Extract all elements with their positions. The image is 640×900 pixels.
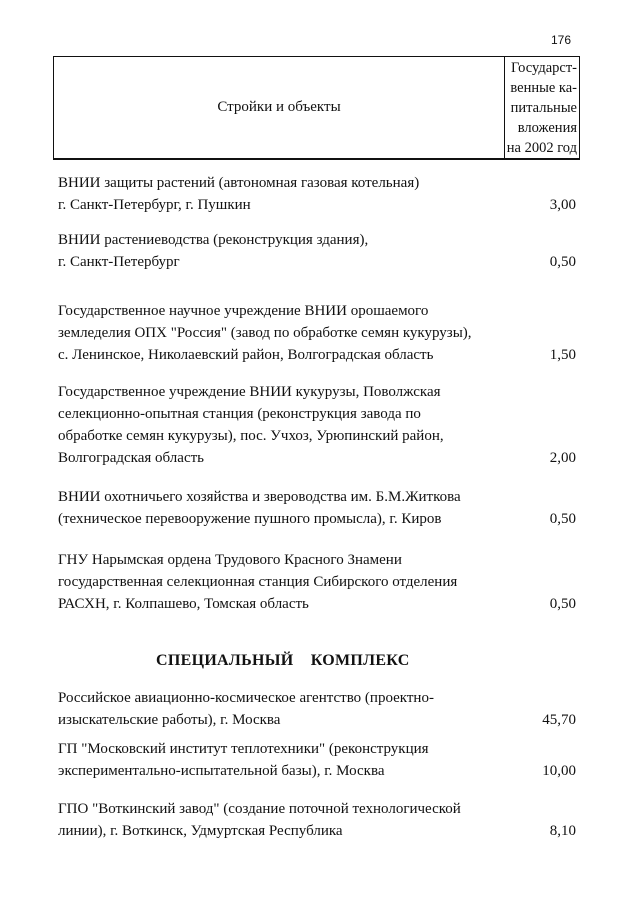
entry-description: [58, 798, 576, 842]
entry-line: земледелия ОПХ "Россия" (завод по обработке семян кукурузы),: [58, 325, 472, 341]
entry-value: 10,00: [542, 763, 576, 779]
list-item: [58, 300, 576, 366]
entry-line: ВНИИ растениеводства (реконструкция здания),: [58, 232, 369, 248]
entry-description: [58, 300, 576, 366]
list-item: [58, 381, 576, 469]
entry-line: линии), г. Воткинск, Удмуртская Республика: [58, 823, 343, 839]
list-item: [58, 549, 576, 615]
entry-value: 0,50: [549, 254, 576, 270]
list-item: [58, 798, 576, 842]
entry-line: изыскательские работы), г. Москва: [58, 712, 281, 728]
entry-line: Волгоградская область: [58, 450, 204, 466]
list-item: [58, 486, 576, 530]
entry-line: ГПО "Воткинский завод" (создание поточной технологической: [58, 801, 461, 817]
entry-line: ГНУ Нарымская ордена Трудового Красного Знамени: [58, 552, 402, 568]
entry-line: Российское авиационно-космическое агентство (проектно-: [58, 690, 434, 706]
header-objects-column: Стройки и объекты: [217, 99, 341, 115]
entry-line: экспериментально-испытательной базы), г. Москва: [58, 763, 385, 779]
entry-line: РАСХН, г. Колпашево, Томская область: [58, 596, 309, 612]
entry-description: [58, 486, 576, 530]
entry-line: с. Ленинское, Николаевский район, Волгоградская область: [58, 347, 434, 363]
entry-description: [58, 738, 576, 782]
entry-line: государственная селекционная станция Сибирского отделения: [58, 574, 458, 590]
header-investment-line: на 2002 год: [506, 140, 577, 156]
header-investment-line: Государст-: [511, 60, 577, 76]
list-item: [58, 229, 576, 273]
entry-description: [58, 381, 576, 469]
entry-line: г. Санкт-Петербург: [58, 254, 180, 270]
section-heading: СПЕЦИАЛЬНЫЙ КОМПЛЕКС: [156, 652, 410, 669]
entry-description: [58, 549, 576, 615]
entry-description: [58, 172, 576, 216]
entry-line: ГП "Московский институт теплотехники" (реконструкция: [58, 741, 429, 757]
entry-line: Государственное научное учреждение ВНИИ орошаемого: [58, 303, 429, 319]
entry-value: 1,50: [549, 347, 576, 363]
header-investment-line: вложения: [517, 120, 577, 136]
entry-line: г. Санкт-Петербург, г. Пушкин: [58, 197, 251, 213]
entry-value: 2,00: [549, 450, 576, 466]
entry-description: [58, 229, 576, 273]
page-number: 176: [551, 33, 572, 47]
header-investment-column: [504, 57, 579, 158]
list-item: [58, 172, 576, 216]
entry-line: селекционно-опытная станция (реконструкция завода по: [58, 406, 421, 422]
header-investment-line: венные ка-: [510, 80, 577, 96]
entry-value: 0,50: [549, 596, 576, 612]
entry-line: Государственное учреждение ВНИИ кукурузы, Поволжская: [58, 384, 441, 400]
entry-line: обработке семян кукурузы), пос. Учхоз, Урюпинский район,: [58, 428, 444, 444]
entry-description: [58, 687, 576, 731]
entry-value: 8,10: [549, 823, 576, 839]
entry-value: 45,70: [542, 712, 576, 728]
table-header: [53, 56, 580, 160]
list-item: [58, 738, 576, 782]
entry-value: 0,50: [549, 511, 576, 527]
header-investment-line: питальные: [510, 100, 577, 116]
entry-line: ВНИИ защиты растений (автономная газовая котельная): [58, 175, 420, 191]
entry-value: 3,00: [549, 197, 576, 213]
entry-line: ВНИИ охотничьего хозяйства и звероводства им. Б.М.Житкова: [58, 489, 461, 505]
entry-line: (техническое перевооружение пушного промысла), г. Киров: [58, 511, 442, 527]
list-item: [58, 687, 576, 731]
